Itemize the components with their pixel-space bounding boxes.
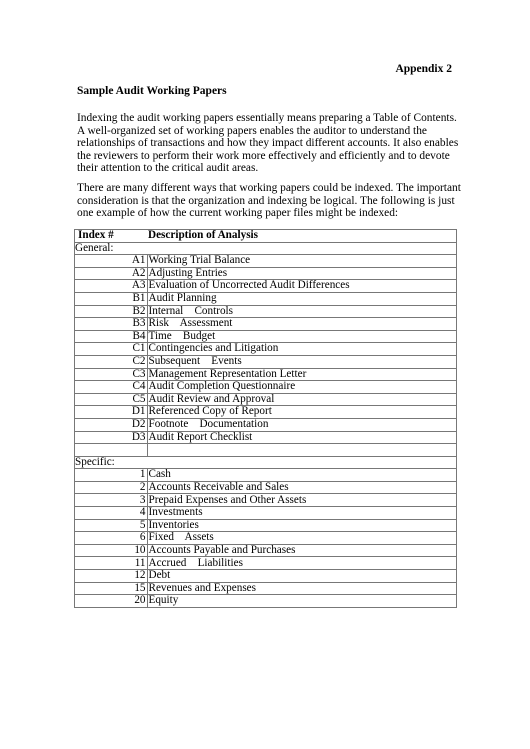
table-row xyxy=(75,469,457,482)
index-code: D1 xyxy=(75,406,148,419)
analysis-description: Audit Planning xyxy=(147,292,457,305)
table-row xyxy=(75,305,457,318)
table-row xyxy=(75,406,457,419)
indexing-paragraph: There are many different ways that working papers could be indexed. The important consideration is that the organization and indexing be logical. The following is just one example of how the current working paper files might be indexed: xyxy=(77,182,461,219)
table-row xyxy=(75,280,457,293)
section-label: General: xyxy=(75,242,148,255)
table-row xyxy=(75,343,457,356)
spacer-cell xyxy=(147,444,457,457)
table-row xyxy=(75,494,457,507)
index-code: C3 xyxy=(75,368,148,381)
appendix-label: Appendix 2 xyxy=(395,63,452,75)
table-row xyxy=(75,570,457,583)
section-label: Specific: xyxy=(75,456,148,469)
table-row xyxy=(75,418,457,431)
analysis-description: Contingencies and Litigation xyxy=(147,343,457,356)
analysis-description: Prepaid Expenses and Other Assets xyxy=(147,494,457,507)
analysis-description: Fixed Assets xyxy=(147,532,457,545)
analysis-description: Risk Assessment xyxy=(147,318,457,331)
table-row xyxy=(75,368,457,381)
index-code: B3 xyxy=(75,318,148,331)
general-section-row xyxy=(75,242,457,255)
table-row xyxy=(75,507,457,520)
spacer-cell xyxy=(75,444,148,457)
index-code: B1 xyxy=(75,292,148,305)
analysis-description: Debt xyxy=(147,570,457,583)
index-header: Index # xyxy=(75,230,148,243)
table-row xyxy=(75,292,457,305)
analysis-description: Evaluation of Uncorrected Audit Differences xyxy=(147,280,457,293)
index-code: A3 xyxy=(75,280,148,293)
table-header-row xyxy=(75,230,457,243)
index-code: D3 xyxy=(75,431,148,444)
index-code: 6 xyxy=(75,532,148,545)
analysis-description: Subsequent Events xyxy=(147,355,457,368)
table-row xyxy=(75,595,457,608)
analysis-description: Inventories xyxy=(147,519,457,532)
analysis-description: Accounts Payable and Purchases xyxy=(147,544,457,557)
analysis-description: Management Representation Letter xyxy=(147,368,457,381)
specific-section-row xyxy=(75,456,457,469)
index-code: 15 xyxy=(75,582,148,595)
index-table xyxy=(74,229,457,608)
index-code: 20 xyxy=(75,595,148,608)
intro-paragraph: Indexing the audit working papers essentially means preparing a Table of Contents. A well-organized set of working papers enables the auditor to understand the relationships of transactions and how they impact different accounts. It also enables the reviewers to perform their work more effectively and efficiently and to devote their attention to the critical audit areas. xyxy=(77,112,459,174)
index-code: 4 xyxy=(75,507,148,520)
index-code: 1 xyxy=(75,469,148,482)
analysis-description: Adjusting Entries xyxy=(147,267,457,280)
index-code: C5 xyxy=(75,393,148,406)
index-code: C2 xyxy=(75,355,148,368)
analysis-description: Accrued Liabilities xyxy=(147,557,457,570)
analysis-description: Footnote Documentation xyxy=(147,418,457,431)
index-code: 2 xyxy=(75,481,148,494)
section-blank-cell xyxy=(147,242,457,255)
index-code: C4 xyxy=(75,381,148,394)
table-row xyxy=(75,355,457,368)
analysis-description: Time Budget xyxy=(147,330,457,343)
analysis-description: Equity xyxy=(147,595,457,608)
table-row xyxy=(75,532,457,545)
index-code: 11 xyxy=(75,557,148,570)
table-row xyxy=(75,481,457,494)
analysis-description: Cash xyxy=(147,469,457,482)
table-row xyxy=(75,519,457,532)
analysis-description: Investments xyxy=(147,507,457,520)
spacer-row xyxy=(75,444,457,457)
analysis-description: Audit Completion Questionnaire xyxy=(147,381,457,394)
index-code: B4 xyxy=(75,330,148,343)
table-row xyxy=(75,267,457,280)
table-row xyxy=(75,330,457,343)
table-row xyxy=(75,255,457,268)
index-code: A1 xyxy=(75,255,148,268)
table-row xyxy=(75,431,457,444)
table-row xyxy=(75,393,457,406)
analysis-description: Working Trial Balance xyxy=(147,255,457,268)
analysis-description: Internal Controls xyxy=(147,305,457,318)
index-code: B2 xyxy=(75,305,148,318)
index-code: 5 xyxy=(75,519,148,532)
table-row xyxy=(75,381,457,394)
description-header: Description of Analysis xyxy=(147,230,457,243)
section-blank-cell xyxy=(147,456,457,469)
index-code: D2 xyxy=(75,418,148,431)
table-row xyxy=(75,318,457,331)
index-code: 10 xyxy=(75,544,148,557)
analysis-description: Accounts Receivable and Sales xyxy=(147,481,457,494)
analysis-description: Audit Review and Approval xyxy=(147,393,457,406)
index-code: 3 xyxy=(75,494,148,507)
analysis-description: Audit Report Checklist xyxy=(147,431,457,444)
analysis-description: Revenues and Expenses xyxy=(147,582,457,595)
index-code: A2 xyxy=(75,267,148,280)
index-code: 12 xyxy=(75,570,148,583)
index-code: C1 xyxy=(75,343,148,356)
analysis-description: Referenced Copy of Report xyxy=(147,406,457,419)
table-row xyxy=(75,582,457,595)
table-row xyxy=(75,557,457,570)
document-title: Sample Audit Working Papers xyxy=(77,85,227,97)
table-row xyxy=(75,544,457,557)
